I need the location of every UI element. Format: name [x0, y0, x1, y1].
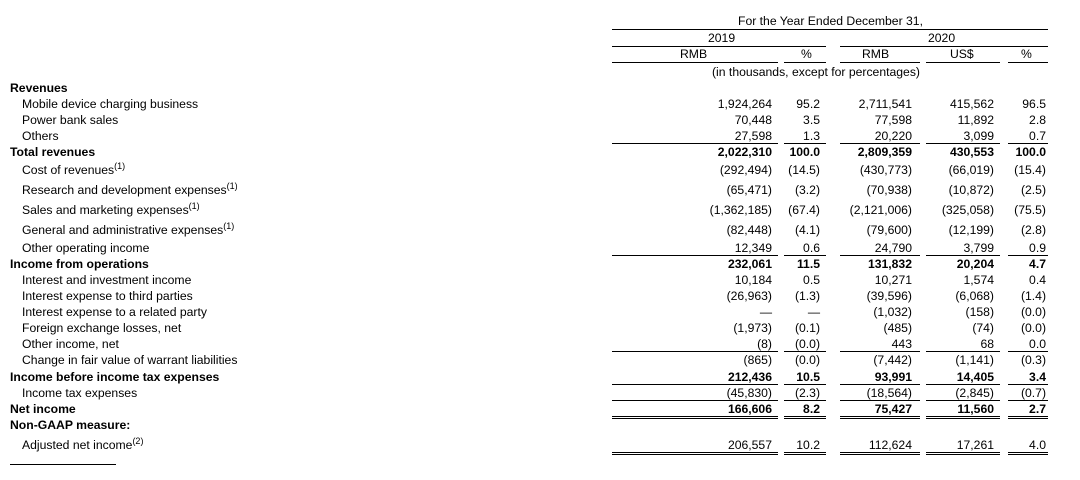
final-double-rule-pct-2020 — [1008, 452, 1048, 453]
row-label-text: General and administrative expenses — [22, 223, 224, 237]
footnote-marker: (1) — [223, 221, 235, 231]
subtotal-rule-pct-2019 — [784, 351, 826, 352]
cell-rmb-2020: (39,596) — [866, 289, 912, 303]
cell-pct-2019: (0.0) — [794, 337, 820, 351]
cell-rmb-2020: 20,220 — [874, 129, 912, 143]
table-row — [0, 437, 1080, 453]
row-label — [10, 369, 219, 385]
row-label-text: Net income — [10, 402, 76, 416]
cell-rmb-2019: (8) — [757, 337, 772, 351]
final-double-rule-usd-2020 — [926, 452, 1000, 453]
cell-rmb-2019: 1,924,264 — [717, 97, 772, 111]
cell-pct-2019: (1.3) — [794, 289, 820, 303]
row-label — [10, 401, 76, 417]
cell-pct-2019: 10.5 — [796, 370, 820, 384]
row-label — [22, 96, 198, 112]
footnote-marker: (1) — [226, 181, 238, 191]
subtotal-rule-pct-2019 — [784, 384, 826, 385]
cell-rmb-2020: 10,271 — [874, 273, 912, 287]
subtotal-rule-pct-2020 — [1008, 255, 1048, 256]
cell-rmb-2019: (82,448) — [726, 223, 772, 237]
cell-usd-2020: 11,892 — [957, 113, 994, 127]
cell-rmb-2020: (485) — [883, 321, 912, 335]
subtotal-rule-usd-2020 — [926, 351, 1000, 352]
cell-rmb-2019: (26,963) — [726, 289, 772, 303]
cell-rmb-2020: 24,790 — [874, 241, 912, 255]
cell-pct-2019: 11.5 — [796, 257, 820, 271]
cell-pct-2019: (0.0) — [794, 353, 820, 367]
row-label-text: Interest expense to a related party — [22, 305, 207, 319]
cell-rmb-2019: 232,061 — [727, 257, 772, 271]
cell-pct-2020: (2.5) — [1020, 183, 1046, 197]
table-row — [0, 272, 1080, 288]
period-underline — [612, 29, 1048, 30]
table-row — [0, 80, 1080, 96]
final-double-rule-rmb-2019 — [612, 452, 778, 453]
subtotal-rule-rmb-2020 — [840, 255, 920, 256]
cell-rmb-2020: (2,121,006) — [849, 203, 912, 217]
cell-usd-2020: 1,574 — [963, 273, 994, 287]
year-2020-header: 2020 — [928, 31, 956, 45]
row-label — [10, 417, 130, 433]
footnote-marker: (1) — [188, 201, 200, 211]
cell-pct-2019: 8.2 — [803, 402, 820, 416]
cell-usd-2020: (66,019) — [948, 163, 994, 177]
cell-pct-2020: 0.9 — [1029, 241, 1046, 255]
row-label-text: Interest and investment income — [22, 273, 192, 287]
table-row — [0, 240, 1080, 256]
col-rmb-2020-underline — [840, 62, 920, 63]
cell-pct-2019: 100.0 — [789, 145, 820, 159]
cell-rmb-2020: 2,809,359 — [857, 145, 912, 159]
cell-pct-2020: (15.4) — [1014, 163, 1046, 177]
cell-rmb-2020: 112,624 — [868, 438, 912, 452]
final-double-rule-usd-2020 — [926, 454, 1000, 455]
final-double-rule-pct-2019 — [784, 454, 826, 455]
cell-pct-2020: 100.0 — [1015, 145, 1046, 159]
row-label — [22, 128, 59, 144]
cell-rmb-2020: (18,564) — [866, 386, 912, 400]
final-double-rule-rmb-2020 — [840, 454, 920, 455]
table-row — [0, 369, 1080, 385]
year-2019-header: 2019 — [708, 31, 736, 45]
row-label — [10, 80, 68, 96]
cell-rmb-2019: (1,973) — [733, 321, 772, 335]
row-label-text: Other operating income — [22, 241, 150, 255]
cell-pct-2019: (67.4) — [788, 203, 820, 217]
subtotal-rule-rmb-2020 — [840, 400, 920, 401]
table-row — [0, 304, 1080, 320]
subtotal-rule-rmb-2020 — [840, 351, 920, 352]
row-label-text: Total revenues — [10, 145, 96, 159]
table-row — [0, 256, 1080, 272]
row-label — [22, 304, 207, 320]
subtotal-rule-rmb-2019 — [612, 384, 778, 385]
row-label — [22, 437, 143, 453]
row-label-text: Non-GAAP measure: — [10, 418, 131, 432]
row-label-text: Power bank sales — [22, 113, 119, 127]
row-label — [22, 320, 181, 336]
row-label-text: Other income, net — [22, 337, 119, 351]
footnote-marker: (2) — [132, 436, 144, 446]
cell-pct-2020: (1.4) — [1020, 289, 1046, 303]
cell-usd-2020: (2,845) — [955, 386, 994, 400]
row-label-text: Adjusted net income — [22, 438, 133, 452]
row-label — [22, 222, 234, 238]
footnote-marker: (1) — [114, 161, 126, 171]
subtotal-rule-usd-2020 — [926, 400, 1000, 401]
cell-rmb-2020: (79,600) — [866, 223, 912, 237]
table-row — [0, 96, 1080, 112]
cell-pct-2019: 0.5 — [803, 273, 820, 287]
cell-pct-2019: 10.2 — [796, 438, 820, 452]
col-header-rmb-2020: RMB — [862, 47, 890, 61]
double-rule-rmb-2019 — [612, 416, 778, 417]
cell-rmb-2020: 93,991 — [874, 370, 912, 384]
footnote-separator — [10, 464, 116, 465]
double-rule-usd-2020 — [926, 416, 1000, 417]
double-rule-pct-2019 — [784, 418, 826, 419]
cell-pct-2020: 96.5 — [1022, 97, 1046, 111]
cell-pct-2019: 0.6 — [803, 241, 820, 255]
cell-pct-2020: 4.7 — [1029, 257, 1046, 271]
row-label-text: Change in fair value of warrant liabilities — [22, 353, 238, 367]
table-row — [0, 417, 1080, 433]
subtotal-rule-pct-2019 — [784, 400, 826, 401]
cell-rmb-2019: 10,184 — [734, 273, 772, 287]
row-label — [22, 240, 149, 256]
subtotal-rule-pct-2019 — [784, 255, 826, 256]
cell-rmb-2019: (292,494) — [719, 163, 772, 177]
cell-pct-2020: 2.8 — [1029, 113, 1046, 127]
col-pct-2019-underline — [784, 62, 826, 63]
subtotal-rule-rmb-2020 — [840, 143, 920, 144]
row-label — [22, 112, 118, 128]
subtotal-rule-rmb-2019 — [612, 351, 778, 352]
subtotal-rule-rmb-2019 — [612, 400, 778, 401]
table-row — [0, 202, 1080, 218]
row-label — [22, 336, 119, 352]
cell-rmb-2020: 2,711,541 — [858, 97, 912, 111]
cell-rmb-2019: (865) — [743, 353, 772, 367]
cell-rmb-2019: 12,349 — [734, 241, 772, 255]
cell-pct-2020: (0.0) — [1020, 321, 1046, 335]
cell-pct-2019: 3.5 — [803, 113, 820, 127]
cell-rmb-2020: 443 — [891, 337, 912, 351]
cell-pct-2020: (0.0) — [1020, 305, 1046, 319]
cell-usd-2020: 14,405 — [956, 370, 994, 384]
cell-usd-2020: (325,058) — [941, 203, 994, 217]
cell-rmb-2020: (7,442) — [873, 353, 912, 367]
row-label-text: Mobile device charging business — [22, 97, 199, 111]
table-row — [0, 144, 1080, 160]
row-label-text: Income tax expenses — [22, 386, 138, 400]
col-rmb-2019-underline — [612, 62, 778, 63]
cell-rmb-2019: 212,436 — [727, 370, 772, 384]
cell-rmb-2019: (1,362,185) — [709, 203, 772, 217]
row-label — [22, 162, 125, 178]
table-row — [0, 336, 1080, 352]
col-header-pct-2019: % — [801, 47, 812, 61]
cell-pct-2020: (0.3) — [1020, 353, 1046, 367]
cell-pct-2020: 0.0 — [1029, 337, 1046, 351]
subtotal-rule-rmb-2020 — [840, 384, 920, 385]
table-row — [0, 352, 1080, 368]
table-row — [0, 385, 1080, 401]
cell-pct-2019: (3.2) — [794, 183, 820, 197]
double-rule-pct-2020 — [1008, 418, 1048, 419]
row-label — [22, 182, 238, 198]
cell-pct-2020: (75.5) — [1014, 203, 1046, 217]
cell-rmb-2019: 166,606 — [727, 402, 772, 416]
cell-usd-2020: 68 — [980, 337, 994, 351]
cell-usd-2020: (6,068) — [955, 289, 994, 303]
cell-rmb-2020: 77,598 — [874, 113, 912, 127]
row-label-text: Revenues — [10, 81, 68, 95]
subtotal-rule-usd-2020 — [926, 384, 1000, 385]
cell-pct-2020: 0.7 — [1029, 129, 1046, 143]
row-label — [22, 288, 193, 304]
cell-pct-2020: (2.8) — [1020, 223, 1046, 237]
row-label — [10, 256, 149, 272]
year-2019-underline — [612, 46, 826, 47]
cell-pct-2019: (4.1) — [794, 223, 820, 237]
cell-rmb-2019: 70,448 — [734, 113, 772, 127]
col-usd-2020-underline — [926, 62, 1000, 63]
col-header-rmb-2019: RMB — [680, 47, 708, 61]
cell-usd-2020: (1,141) — [955, 353, 994, 367]
cell-rmb-2020: 75,427 — [874, 402, 912, 416]
cell-usd-2020: 3,799 — [963, 241, 994, 255]
final-double-rule-rmb-2019 — [612, 454, 778, 455]
cell-rmb-2019: 2,022,310 — [717, 145, 772, 159]
final-double-rule-pct-2020 — [1008, 454, 1048, 455]
cell-rmb-2019: — — [759, 305, 772, 319]
cell-usd-2020: (10,872) — [948, 183, 994, 197]
subtotal-rule-pct-2020 — [1008, 351, 1048, 352]
cell-pct-2019: — — [807, 305, 820, 319]
row-label-text: Research and development expenses — [22, 183, 227, 197]
units-note: (in thousands, except for percentages) — [712, 65, 920, 79]
col-pct-2020-underline — [1008, 62, 1048, 63]
cell-rmb-2019: (45,830) — [726, 386, 772, 400]
row-label — [22, 202, 200, 218]
table-row — [0, 162, 1080, 178]
final-double-rule-rmb-2020 — [840, 452, 920, 453]
double-rule-rmb-2020 — [840, 418, 920, 419]
cell-usd-2020: 3,099 — [963, 129, 994, 143]
row-label — [10, 144, 95, 160]
subtotal-rule-pct-2020 — [1008, 143, 1048, 144]
row-label-text: Foreign exchange losses, net — [22, 321, 182, 335]
cell-pct-2019: (2.3) — [794, 386, 820, 400]
cell-pct-2020: (0.7) — [1020, 386, 1046, 400]
cell-pct-2019: (14.5) — [788, 163, 820, 177]
row-label-text: Interest expense to third parties — [22, 289, 193, 303]
subtotal-rule-pct-2020 — [1008, 384, 1048, 385]
table-row — [0, 182, 1080, 198]
col-header-usd-2020: US$ — [950, 47, 974, 61]
period-header: For the Year Ended December 31, — [738, 14, 923, 28]
cell-rmb-2020: (1,032) — [873, 305, 912, 319]
cell-pct-2019: 95.2 — [796, 97, 820, 111]
cell-rmb-2020: 131,832 — [867, 257, 912, 271]
subtotal-rule-rmb-2019 — [612, 143, 778, 144]
cell-rmb-2019: 27,598 — [734, 129, 772, 143]
cell-pct-2019: (0.1) — [794, 321, 820, 335]
cell-usd-2020: (74) — [972, 321, 994, 335]
subtotal-rule-pct-2020 — [1008, 400, 1048, 401]
subtotal-rule-usd-2020 — [926, 255, 1000, 256]
cell-usd-2020: 17,261 — [956, 438, 994, 452]
double-rule-usd-2020 — [926, 418, 1000, 419]
double-rule-pct-2020 — [1008, 416, 1048, 417]
row-label-text: Cost of revenues — [22, 163, 115, 177]
row-label — [22, 352, 237, 368]
cell-pct-2020: 2.7 — [1029, 402, 1046, 416]
row-label-text: Income from operations — [10, 257, 149, 271]
cell-rmb-2019: 206,557 — [727, 438, 772, 452]
cell-usd-2020: 11,560 — [957, 402, 994, 416]
final-double-rule-pct-2019 — [784, 452, 826, 453]
table-row — [0, 222, 1080, 238]
row-label — [22, 385, 137, 401]
cell-usd-2020: 20,204 — [956, 257, 994, 271]
row-label — [22, 272, 191, 288]
row-label-text: Income before income tax expenses — [10, 370, 220, 384]
double-rule-rmb-2019 — [612, 418, 778, 419]
table-row — [0, 112, 1080, 128]
row-label-text: Sales and marketing expenses — [22, 203, 189, 217]
cell-usd-2020: 415,562 — [949, 97, 994, 111]
cell-pct-2020: 3.4 — [1029, 370, 1046, 384]
double-rule-pct-2019 — [784, 416, 826, 417]
cell-rmb-2020: (70,938) — [866, 183, 912, 197]
subtotal-rule-rmb-2019 — [612, 255, 778, 256]
cell-rmb-2020: (430,773) — [859, 163, 912, 177]
row-label-text: Others — [22, 129, 59, 143]
cell-pct-2020: 0.4 — [1029, 273, 1046, 287]
cell-usd-2020: (158) — [965, 305, 994, 319]
table-row — [0, 401, 1080, 417]
cell-pct-2019: 1.3 — [803, 129, 820, 143]
double-rule-rmb-2020 — [840, 416, 920, 417]
col-header-pct-2020: % — [1021, 47, 1032, 61]
cell-rmb-2019: (65,471) — [726, 183, 772, 197]
cell-usd-2020: (12,199) — [948, 223, 994, 237]
table-row — [0, 320, 1080, 336]
table-row — [0, 288, 1080, 304]
table-row — [0, 128, 1080, 144]
subtotal-rule-usd-2020 — [926, 143, 1000, 144]
cell-pct-2020: 4.0 — [1029, 438, 1046, 452]
cell-usd-2020: 430,553 — [949, 145, 994, 159]
subtotal-rule-pct-2019 — [784, 143, 826, 144]
